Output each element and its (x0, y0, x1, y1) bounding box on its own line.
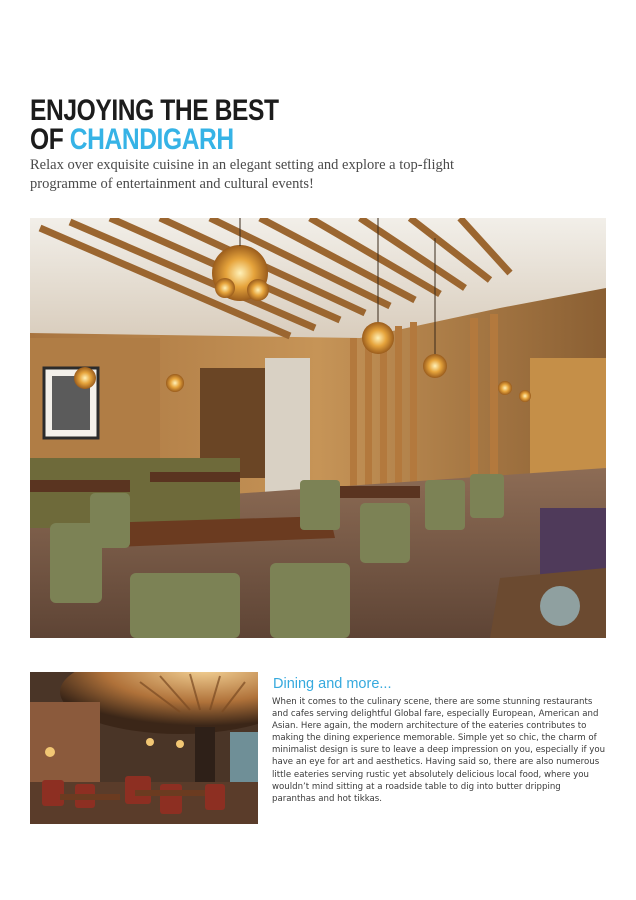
title-line-1: ENJOYING THE BEST (30, 94, 279, 127)
title-prefix: OF (30, 123, 70, 156)
restaurant-hero-image (30, 218, 606, 638)
title-accent: CHANDIGARH (69, 123, 234, 156)
page-title (30, 96, 333, 154)
subtitle: Relax over exquisite cuisine in an elegant setting and explore a top-flight programme of entertainment and cultural events! (30, 157, 454, 192)
section-heading: Dining and more... (273, 676, 392, 692)
title-line-2 (30, 125, 279, 154)
section-body-text: When it comes to the culinary scene, there are some stunning restaurants and cafes serving delightful Global fare, especially European, American and Asian. Here again, the modern architecture of the eateries contributes to making the dining experience memorable. Simple yet so chic, the charm of minimalist design is sure to leave a deep impression on you, especially if you have an eye for art and aesthetics. Having said so, there are also numerous little eateries serving rustic yet absolutely delicious local food, where you wouldn’t mind sitting at a roadside table to dig into butter dripping paranthas and hot tikkas. (272, 697, 606, 804)
dining-thumbnail-image (30, 672, 258, 824)
